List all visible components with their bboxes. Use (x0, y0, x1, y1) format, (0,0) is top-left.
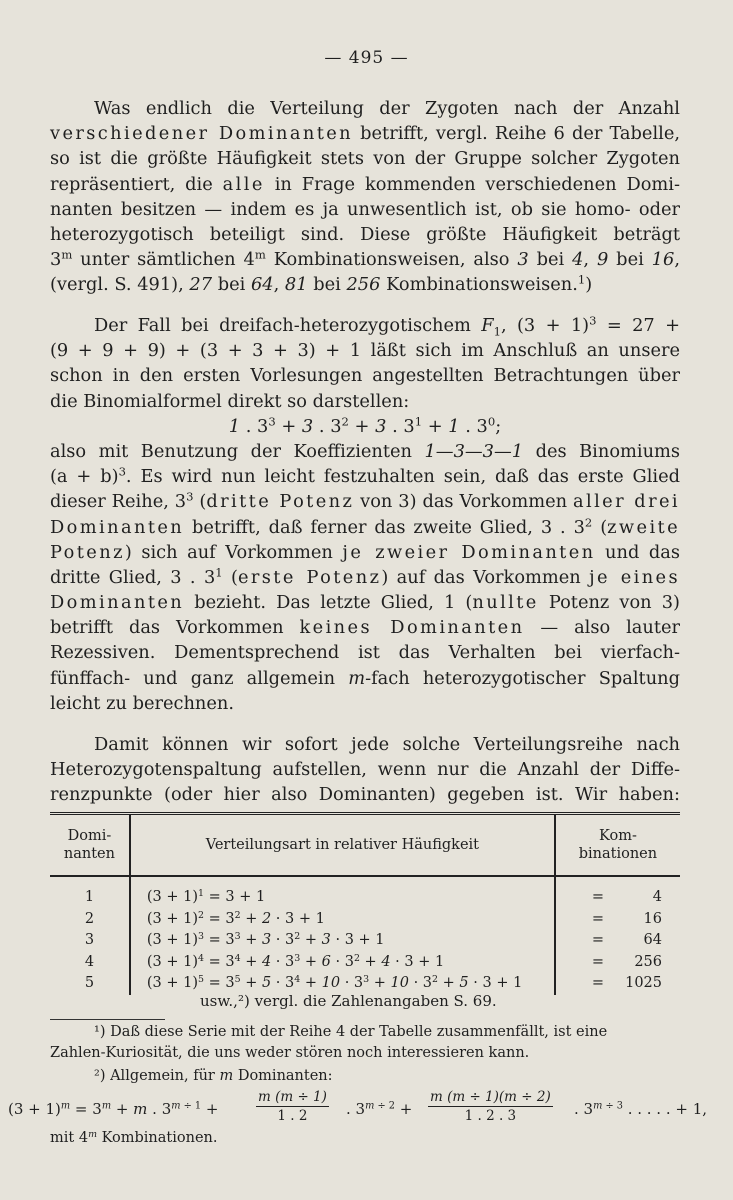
page-number: — 495 — (324, 48, 409, 68)
binomial-expression: 1 . $3^3 + 3$ . $3^2 + 3$ . $3^1 + 1$ . $3^0$; (228, 414, 502, 437)
text-line: Der Fall bei dreifach-heterozygotischem $F_1$, $(3 + 1)^3 = 27$ + (94, 313, 680, 339)
text-line: Dominanten betrifft, daß ferner das zweite Glied, 3 . $3^2$ (zweite (50, 515, 681, 538)
footnote-divider (50, 1019, 165, 1020)
text-line: (9 + 9 + 9) + (3 + 3 + 3) + 1 läßt sich im Anschluß an unsere (50, 340, 680, 362)
footnote-1-line1: ¹) Daß diese Serie mit der Reihe 4 der Tabelle zusammenfällt, ist eine (94, 1024, 608, 1040)
footnote-2-end: mit 4$^m$ Kombinationen. (50, 1128, 218, 1146)
formula-mid-term: . $3^{m \div 2}$ + (346, 1100, 413, 1118)
row-formula: $(3 + 1)^3 = 3^3 + 3 \cdot 3^2 + 3 \cdot 3 + 1$ (130, 930, 555, 952)
table-row (50, 952, 680, 974)
row-combinations: = 4 (591, 889, 662, 905)
table-row (50, 930, 680, 952)
text-line: verschiedener Dominanten betrifft, vergl. Reihe 6 der Tabelle, (50, 123, 680, 145)
text-line: so ist die größte Häufigkeit stets von der Gruppe solcher Zygoten (50, 148, 680, 170)
row-combinations: = 1025 (591, 975, 662, 991)
row-formula: $(3 + 1)^1 = 3 + 1$ (130, 876, 555, 909)
text-line: $(a + b)^3$. Es wird nun leicht festzuhalten sein, daß das erste Glied (50, 464, 681, 488)
text-line: betrifft das Vorkommen keines Dominanten — also lauter (50, 617, 681, 639)
row-formula: $(3 + 1)^4 = 3^4 + 4 \cdot 3^3 + 6 \cdot 3^2 + 4 \cdot 3 + 1$ (130, 952, 555, 974)
table-row (50, 909, 680, 931)
text-line: Damit können wir sofort jede solche Verteilungsreihe nach (94, 734, 680, 755)
text-line: renzpunkte (oder hier also Dominanten) gegeben ist. Wir haben: (50, 784, 680, 806)
row-formula: $(3 + 1)^2 = 3^2 + 2 \cdot 3 + 1$ (130, 909, 555, 931)
text-line: schon in den ersten Vorlesungen angestellten Betrachtungen über (50, 365, 680, 387)
text-line: also mit Benutzung der Koeffizienten 1—3—3—1 des Binomiums (50, 440, 681, 462)
footnote-1 (50, 1022, 680, 1064)
footnote-1-line2: Zahlen-Kuriosität, die uns weder stören noch interessieren kann. (50, 1045, 530, 1061)
row-combinations: = 16 (591, 910, 662, 927)
text-line: (vergl. S. 491), 27 bei 64, 81 bei 256 Kombinationsweisen.$^1$) (50, 272, 593, 296)
text-line: fünffach- und ganz allgemein m-fach heterozygotischer Spaltung (50, 667, 680, 689)
paragraph-trihybrid (50, 313, 680, 716)
general-binomial-formula (8, 1088, 728, 1132)
header-kombinationen: Kom- binationen (555, 814, 680, 877)
text-line: nanten besitzen — indem es ja unwesentlich ist, ob sie homo- oder (50, 198, 680, 220)
row-dominant-count: 3 (84, 932, 95, 948)
paragraph-zygote-distribution (50, 96, 680, 298)
row-dominant-count: 2 (84, 910, 95, 927)
header-dominanten: Domi- nanten (50, 814, 130, 877)
formula-lhs: $(3 + 1)^m = 3^m + m$ . $3^{m \div 1}$ + (8, 1100, 219, 1118)
row-combinations: = 64 (591, 932, 662, 948)
text-line: Rezessiven. Dementsprechend ist das Verhalten bei vierfach- (50, 642, 680, 664)
fraction-third-coefficient: $\frac{m (m \div 1)(m \div 2)}{1 . 2 . 3}$ (430, 1089, 551, 1124)
row-combinations: = 256 (591, 953, 662, 970)
text-line: 3$^m$ unter sämtlichen 4$^m$ Kombinationsweisen, also 3 bei 4, 9 bei 16, (50, 247, 680, 271)
row-dominant-count: 1 (84, 889, 95, 905)
table-continuation-note: usw.,²) vergl. die Zahlenangaben S. 69. (200, 992, 497, 1010)
row-dominant-count: 5 (84, 975, 95, 991)
text-line: heterozygotisch beteiligt sind. Diese größte Häufigkeit beträgt (50, 223, 680, 245)
text-line: die Binomialformel direkt so darstellen: (50, 390, 410, 412)
text-line: dieser Reihe, $3^3$ (dritte Potenz von 3) das Vorkommen aller drei (50, 489, 680, 513)
footnote-2-intro: ²) Allgemein, für m Dominanten: (94, 1068, 333, 1084)
table-row (50, 876, 680, 909)
text-line: repräsentiert, die alle in Frage kommenden verschiedenen Domi- (50, 173, 680, 195)
fraction-second-coefficient: $\frac{m (m \div 1)}{1 . 2}$ (258, 1089, 327, 1124)
paragraph-distribution-series (50, 732, 680, 808)
row-formula: $(3 + 1)^5 = 3^5 + 5 \cdot 3^4 + 10 \cdot 3^3 + 10 \cdot 3^2 + 5 \cdot 3 + 1$ (130, 973, 555, 995)
text-line: Heterozygotenspaltung aufstellen, wenn nur die Anzahl der Diffe- (50, 759, 680, 781)
table-header-row (50, 814, 680, 877)
distribution-table (50, 812, 680, 995)
text-line: Was endlich die Verteilung der Zygoten nach der Anzahl (94, 98, 680, 119)
text-line: Dominanten bezieht. Das letzte Glied, 1 (nullte Potenz von 3) (50, 592, 680, 614)
row-dominant-count: 4 (84, 953, 95, 970)
text-line: leicht zu berechnen. (50, 692, 234, 714)
formula-tail: . $3^{m \div 3}$ . . . . . + 1, (574, 1100, 708, 1118)
header-verteilungsart: Verteilungsart in relativer Häufigkeit (130, 814, 555, 877)
text-line: dritte Glied, 3 . $3^1$ (erste Potenz) auf das Vorkommen je eines (50, 565, 681, 588)
text-line: Potenz) sich auf Vorkommen je zweier Dominanten und das (50, 541, 681, 563)
